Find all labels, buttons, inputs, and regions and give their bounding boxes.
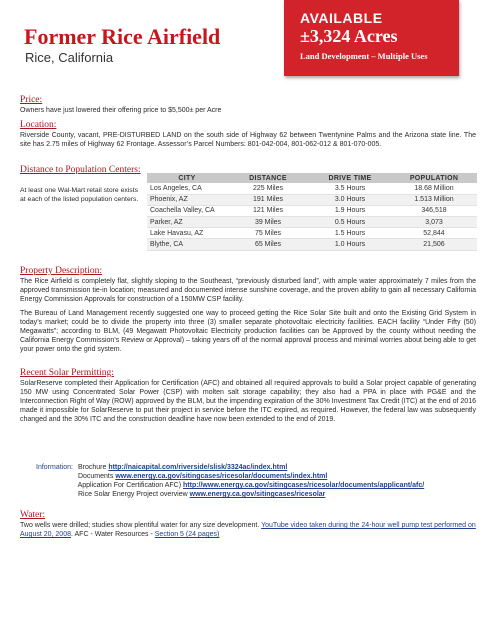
cell-drive-time: 1.5 Hours	[309, 228, 391, 239]
table-row	[147, 217, 477, 228]
cell-population: 346,518	[391, 205, 477, 216]
information-links	[36, 463, 476, 499]
cell-drive-time: 3.5 Hours	[309, 183, 391, 194]
page-title: Former Rice Airfield	[24, 24, 221, 49]
overview-label: Rice Solar Energy Project overview	[77, 491, 188, 498]
badge-available-text: AVAILABLE	[300, 10, 383, 26]
cell-city: Phoenix, AZ	[147, 194, 227, 205]
documents-link[interactable]: www.energy.ca.gov/sitingcases/ricesolar/documents/index.html	[115, 473, 328, 480]
column-header-population: POPULATION	[391, 173, 477, 183]
documents-label: Documents	[77, 473, 114, 480]
location-heading: Location:	[20, 120, 57, 130]
cell-drive-time: 1.9 Hours	[309, 205, 391, 216]
info-row-overview	[36, 490, 476, 499]
cell-city: Los Angeles, CA	[147, 183, 227, 194]
cell-distance: 65 Miles	[227, 239, 309, 250]
cell-drive-time: 3.0 Hours	[309, 194, 391, 205]
cell-population: 3,073	[391, 217, 477, 228]
information-label: Information:	[36, 464, 73, 471]
page-subtitle: Rice, California	[25, 50, 114, 65]
cell-city: Lake Havasu, AZ	[147, 228, 227, 239]
table-row	[147, 194, 477, 205]
table-row	[147, 239, 477, 250]
info-row-brochure	[36, 463, 476, 472]
availability-badge	[284, 0, 459, 76]
cell-drive-time: 0.5 Hours	[309, 217, 391, 228]
info-row-documents	[36, 472, 476, 481]
column-header-drive-time: DRIVE TIME	[309, 173, 391, 183]
cell-population: 1.513 Million	[391, 194, 477, 205]
distance-heading: Distance to Population Centers:	[20, 165, 141, 175]
table-row	[147, 228, 477, 239]
cell-distance: 39 Miles	[227, 217, 309, 228]
property-paragraph-1: The Rice Airfield is completely flat, slightly sloping to the Southeast, “previously disturbed land”, with ample water approximately 7 miles from the approved transmission tie-in location; measured and documented intense sunshine coverage, and the proven ability to gain all necessary California Energy Commission Approvals for construction of a 150MW CSP facility.	[20, 278, 476, 303]
brochure-link[interactable]: http://naicapital.com/riverside/slisk/3324ac/index.html	[108, 464, 288, 471]
badge-acres-text: ±3,324 Acres	[300, 26, 398, 46]
overview-link[interactable]: www.energy.ca.gov/sitingcases/ricesolar	[189, 491, 326, 498]
distance-table	[147, 173, 477, 251]
cell-city: Coachella Valley, CA	[147, 205, 227, 216]
badge-subtitle: Land Development – Multiple Uses	[300, 51, 428, 61]
water-text-intro: Two wells were drilled; studies show plentiful water for any size development.	[20, 522, 260, 529]
cell-distance: 121 Miles	[227, 205, 309, 216]
cell-population: 52,844	[391, 228, 477, 239]
solar-heading: Recent Solar Permitting:	[20, 368, 114, 378]
price-text: Owners have just lowered their offering price to $5,500± per Acre	[20, 107, 222, 114]
cell-city: Blythe, CA	[147, 239, 227, 250]
well-pump-video-link[interactable]: YouTube video taken during the 24-hour well pump test performed on August 20, 2008	[20, 522, 476, 538]
cell-population: 21,506	[391, 239, 477, 250]
brochure-label: Brochure	[77, 464, 107, 471]
price-heading: Price:	[20, 95, 43, 105]
info-row-afc	[36, 481, 476, 490]
cell-drive-time: 1.0 Hours	[309, 239, 391, 250]
afc-link[interactable]: http://www.energy.ca.gov/sitingcases/ricesolar/documents/applicant/afc/	[183, 482, 425, 489]
walmart-note: At least one Wal-Mart retail store exists at each of the listed population centers.	[20, 187, 139, 203]
cell-city: Parker, AZ	[147, 217, 227, 228]
cell-distance: 75 Miles	[227, 228, 309, 239]
property-paragraph-2: The Bureau of Land Management recently suggested one way to proceed getting the Rice Solar Site built and onto the Existing Grid System in today’s market; could be to divide the property into three (3) smaller separate photovoltaic electricity facilities. EACH facility “Under Fifty (50) Megawatts”; according to BLM, (49 Megawatt Photovoltaic Electricity production facilities can be Approved by the county without needing the California Energy Commission’s Review or Approval) – taking years off of the normal approval process and minimal worries about being able to get your power onto the grid system.	[20, 310, 476, 353]
table-header-row	[147, 173, 477, 183]
column-header-city: CITY	[147, 173, 227, 183]
water-text-mid: . AFC - Water Resources -	[71, 531, 153, 538]
cell-population: 18.68 Million	[391, 183, 477, 194]
table-row	[147, 183, 477, 194]
cell-distance: 191 Miles	[227, 194, 309, 205]
water-text	[20, 521, 476, 539]
column-header-distance: DISTANCE	[227, 173, 309, 183]
property-heading: Property Description:	[20, 266, 103, 276]
location-text: Riverside County, vacant, PRE-DISTURBED LAND on the south side of Highway 62 between Twentynine Palms and the Arizona state line. The site has 2.75 miles of Highway 62 Frontage. Assessor’s Parcel Numbers: 801-042-004, 801-062-012 & 801-070-005.	[20, 132, 476, 148]
water-resources-section-link[interactable]: Section 5 (24 pages)	[154, 531, 220, 538]
water-heading: Water:	[20, 510, 46, 520]
solar-text: SolarReserve completed their Application for Certification (AFC) and obtained all required approvals to build a Solar project capable of generating 150 MW using Concentrated Solar Power (CSP) with molten salt storage capability; they also had a PPA in place with PG&E and the Interconnection Right of Way (ROW) approved by the BLM, but the impending expiration of the 30% Investment Tax Credit (ITC) at the end of 2016 made it impossible for SolarReserve to put their project in service before the ITC expired, as required. However, the federal law was subsequently changed and the 30% ITC and the construction deadline have now been extended to the end of 2019.	[20, 380, 476, 423]
afc-label: Application For Certification AFC)	[77, 482, 182, 489]
table-row	[147, 205, 477, 216]
cell-distance: 225 Miles	[227, 183, 309, 194]
